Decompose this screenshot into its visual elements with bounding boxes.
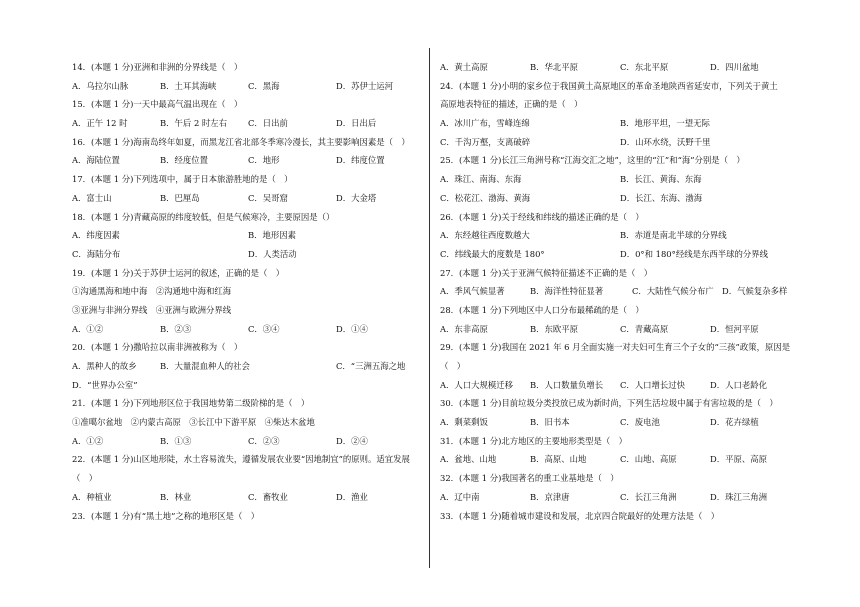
option-b[interactable]: B．海洋性特征显著 bbox=[530, 286, 604, 297]
option-d[interactable]: D．山环水绕，沃野千里 bbox=[620, 136, 711, 147]
option-d[interactable]: D．人口老龄化 bbox=[710, 379, 767, 390]
question-19-stem: 19．(本题 1 分)关于苏伊士运河的叙述，正确的是（ ） bbox=[72, 267, 285, 278]
question-22-stem-cont: （ ） bbox=[72, 473, 98, 484]
option-c[interactable]: C．废电池 bbox=[620, 417, 660, 428]
option-b[interactable]: B．经度位置 bbox=[160, 155, 209, 166]
option-b[interactable]: B．地形平坦，一望无际 bbox=[620, 118, 710, 129]
option-a[interactable]: A．人口大规模迁移 bbox=[440, 379, 514, 390]
question-31-stem: 31．(本题 1 分)北方地区的主要地形类型是（ ） bbox=[440, 435, 627, 446]
question-23-stem: 23．(本题 1 分)有“黑土地”之称的地形区是（ ） bbox=[72, 510, 260, 521]
option-d[interactable]: D．人类活动 bbox=[248, 248, 297, 259]
question-17-options bbox=[72, 189, 457, 208]
option-c[interactable]: C．日出前 bbox=[248, 118, 288, 129]
question-22-options bbox=[72, 488, 457, 507]
option-c[interactable]: C．海陆分布 bbox=[72, 248, 121, 259]
question-26-options-cd bbox=[440, 245, 825, 264]
option-a[interactable]: A．盆地、山地 bbox=[440, 454, 497, 465]
question-20-options-d bbox=[72, 376, 457, 395]
question-14-options bbox=[72, 77, 457, 96]
question-23-options bbox=[440, 58, 825, 77]
option-b[interactable]: B．地形因素 bbox=[248, 230, 297, 241]
option-d[interactable]: D．气候复杂多样 bbox=[722, 286, 788, 297]
option-c[interactable]: C．畜牧业 bbox=[248, 491, 288, 502]
question-21-stem: 21．(本题 1 分)下列地形区位于我国地势第二级阶梯的是（ ） bbox=[72, 398, 310, 409]
option-b[interactable]: B．华北平原 bbox=[530, 62, 579, 72]
question-24-stem: 24．(本题 1 分)小明的家乡位于我国黄土高原地区的革命圣地陕西省延安市，下列关于黄土 bbox=[440, 80, 778, 91]
option-d[interactable]: D．苏伊士运河 bbox=[336, 80, 393, 91]
option-a[interactable]: A．正午 12 时 bbox=[72, 118, 128, 129]
option-b[interactable]: B．土耳其海峡 bbox=[160, 80, 217, 91]
option-d[interactable]: D．恒河平原 bbox=[710, 323, 759, 334]
left-column bbox=[72, 58, 457, 525]
question-24-stem-cont: 高原地表特征的描述，正确的是（ ） bbox=[440, 99, 583, 110]
option-b[interactable]: B．高原、山地 bbox=[530, 454, 587, 465]
question-29-options bbox=[440, 376, 825, 395]
right-column bbox=[440, 58, 825, 525]
question-18-options-ab bbox=[72, 226, 457, 245]
option-a[interactable]: A．纬度因素 bbox=[72, 230, 120, 241]
option-c[interactable]: C．人口增长过快 bbox=[620, 379, 686, 390]
option-b[interactable]: B．午后 2 时左右 bbox=[160, 118, 228, 129]
question-24-options-cd bbox=[440, 133, 825, 152]
option-d[interactable]: D．0°和 180°经线是东西半球的分界线 bbox=[620, 248, 768, 259]
option-d[interactable]: D．长江、东海、渤海 bbox=[620, 192, 703, 203]
option-c[interactable]: C．黑海 bbox=[248, 80, 280, 91]
option-d[interactable]: D．纬度位置 bbox=[336, 155, 385, 166]
option-d[interactable]: D．四川盆地 bbox=[710, 62, 759, 72]
option-b[interactable]: B．大量混血种人的社会 bbox=[160, 361, 250, 371]
question-29-stem: 29．(本题 1 分)我国在 2021 年 6 月全面实施一对夫妇可生育三个子女的“三孩”政策，原因是 bbox=[440, 342, 791, 353]
question-19-statements-1: ①沟通黑海和地中海 ②沟通地中海和红海 bbox=[72, 286, 232, 297]
question-18-stem: 18．(本题 1 分)青藏高原的纬度较低，但是气候寒冷，主要原因是（） bbox=[72, 211, 335, 222]
question-19-statements-2: ③亚洲与非洲分界线 ④亚洲与欧洲分界线 bbox=[72, 304, 232, 315]
option-c[interactable]: C．“三洲五海之地 bbox=[336, 361, 406, 371]
option-c[interactable]: C．吴哥窟 bbox=[248, 192, 288, 203]
question-16-options bbox=[72, 151, 457, 170]
question-32-options bbox=[440, 488, 825, 507]
option-d[interactable]: D．②④ bbox=[336, 435, 368, 446]
question-26-stem: 26．(本题 1 分)关于经线和纬线的描述正确的是（ ） bbox=[440, 211, 644, 222]
option-a[interactable]: A．①② bbox=[72, 435, 104, 446]
question-21-statements: ①准噶尔盆地 ②内蒙古高原 ③长江中下游平原 ④柴达木盆地 bbox=[72, 417, 315, 428]
option-a[interactable]: A．冰川广布，雪峰连绵 bbox=[440, 118, 530, 129]
question-20-stem: 20．(本题 1 分)撒哈拉以南非洲被称为（ ） bbox=[72, 342, 243, 353]
option-b[interactable]: B．①③ bbox=[160, 435, 192, 446]
option-a[interactable]: A．富士山 bbox=[72, 192, 112, 203]
option-a[interactable]: A．季风气候显著 bbox=[440, 286, 505, 297]
option-b[interactable]: B．京津唐 bbox=[530, 491, 570, 502]
option-a[interactable]: A．海陆位置 bbox=[72, 155, 120, 166]
option-a[interactable]: A．黄土高原 bbox=[440, 62, 488, 72]
option-d[interactable]: D．平原、高原 bbox=[710, 454, 767, 465]
question-24-options-ab bbox=[440, 114, 825, 133]
option-b[interactable]: B．人口数量负增长 bbox=[530, 379, 604, 390]
option-d[interactable]: D．日出后 bbox=[336, 118, 377, 129]
question-21-options bbox=[72, 432, 457, 451]
option-c[interactable]: C．松花江、渤海、黄海 bbox=[440, 192, 531, 203]
option-b[interactable]: B．林业 bbox=[160, 491, 192, 502]
option-c[interactable]: C．大陆性气候分布广 bbox=[632, 286, 714, 297]
option-c[interactable]: C．青藏高原 bbox=[620, 323, 669, 334]
option-b[interactable]: B．赤道是南北半球的分界线 bbox=[620, 230, 727, 241]
question-15-options bbox=[72, 114, 457, 133]
option-d[interactable]: D．“世界办公室” bbox=[72, 379, 138, 390]
question-26-options-ab bbox=[440, 226, 825, 245]
option-b[interactable]: B．巴厘岛 bbox=[160, 192, 200, 203]
option-a[interactable]: A．东非高原 bbox=[440, 323, 488, 334]
option-a[interactable]: A．种植业 bbox=[72, 491, 112, 502]
question-30-options bbox=[440, 413, 825, 432]
option-c[interactable]: C．地形 bbox=[248, 155, 280, 166]
option-c[interactable]: C．②③ bbox=[248, 435, 280, 446]
option-a[interactable]: A．①② bbox=[72, 323, 104, 334]
option-c[interactable]: C．③④ bbox=[248, 323, 280, 334]
question-16-stem: 16．(本题 1 分)海南岛终年如夏，而黑龙江省北部冬季寒冷漫长，其主要影响因素是（ ） bbox=[72, 136, 410, 147]
option-a[interactable]: A．东经越往西度数越大 bbox=[440, 230, 530, 241]
option-d[interactable]: D．渔业 bbox=[336, 491, 368, 502]
option-b[interactable]: B．东欧平原 bbox=[530, 323, 579, 334]
option-d[interactable]: D．大金塔 bbox=[336, 192, 377, 203]
option-a[interactable]: A．剩菜剩饭 bbox=[440, 417, 488, 428]
question-22-stem: 22．(本题 1 分)山区地形陡，水土容易流失，遵循发展农业要“因地制宜”的原则。适宜发展 bbox=[72, 454, 410, 465]
question-17-stem: 17．(本题 1 分)下列选项中，属于日本旅游胜地的是（ ） bbox=[72, 174, 293, 185]
option-c[interactable]: C．山地、高原 bbox=[620, 454, 677, 465]
question-29-stem-cont: （ ） bbox=[440, 361, 466, 371]
option-c[interactable]: C．长江三角洲 bbox=[620, 491, 677, 502]
option-a[interactable]: A．乌拉尔山脉 bbox=[72, 80, 129, 91]
option-c[interactable]: C．纬线最大的度数是 180° bbox=[440, 248, 545, 259]
option-d[interactable]: D．花卉绿植 bbox=[710, 417, 759, 428]
option-c[interactable]: C．千沟万壑，支离破碎 bbox=[440, 136, 531, 147]
question-27-options bbox=[440, 282, 825, 301]
question-20-options bbox=[72, 357, 457, 376]
question-32-stem: 32．(本题 1 分)我国著名的重工业基地是（ ） bbox=[440, 473, 619, 484]
option-a[interactable]: A．珠江、南海、东海 bbox=[440, 174, 522, 185]
question-25-options-ab bbox=[440, 170, 825, 189]
option-b[interactable]: B．旧书本 bbox=[530, 417, 570, 428]
question-27-stem: 27．(本题 1 分)关于亚洲气候特征描述不正确的是（ ） bbox=[440, 267, 653, 278]
question-18-options-cd bbox=[72, 245, 457, 264]
option-a[interactable]: A．黑种人的故乡 bbox=[72, 361, 137, 371]
option-d[interactable]: D．珠江三角洲 bbox=[710, 491, 767, 502]
question-30-stem: 30．(本题 1 分)目前垃圾分类投放已成为新时尚，下列生活垃圾中属于有害垃圾的是（ ） bbox=[440, 398, 778, 409]
question-28-stem: 28．(本题 1 分)下列地区中人口分布最稀疏的是（ ） bbox=[440, 304, 644, 315]
option-a[interactable]: A．辽中南 bbox=[440, 491, 480, 502]
option-b[interactable]: B．长江、黄海、东海 bbox=[620, 174, 702, 185]
question-31-options bbox=[440, 450, 825, 469]
question-19-options bbox=[72, 320, 457, 339]
option-d[interactable]: D．①④ bbox=[336, 323, 368, 334]
question-14-stem: 14．(本题 1 分)亚洲和非洲的分界线是（ ） bbox=[72, 62, 243, 72]
question-25-stem: 25．(本题 1 分)长江三角洲号称“江海交汇之地”，这里的“江”和“海”分别是（ ） bbox=[440, 155, 745, 166]
question-28-options bbox=[440, 320, 825, 339]
question-25-options-cd bbox=[440, 189, 825, 208]
question-15-stem: 15．(本题 1 分)一天中最高气温出现在（ ） bbox=[72, 99, 243, 110]
question-33-stem: 33．(本题 1 分)随着城市建设和发展，北京四合院最好的处理方法是（ ） bbox=[440, 510, 720, 521]
option-b[interactable]: B．②③ bbox=[160, 323, 192, 334]
option-c[interactable]: C．东北平原 bbox=[620, 62, 669, 72]
